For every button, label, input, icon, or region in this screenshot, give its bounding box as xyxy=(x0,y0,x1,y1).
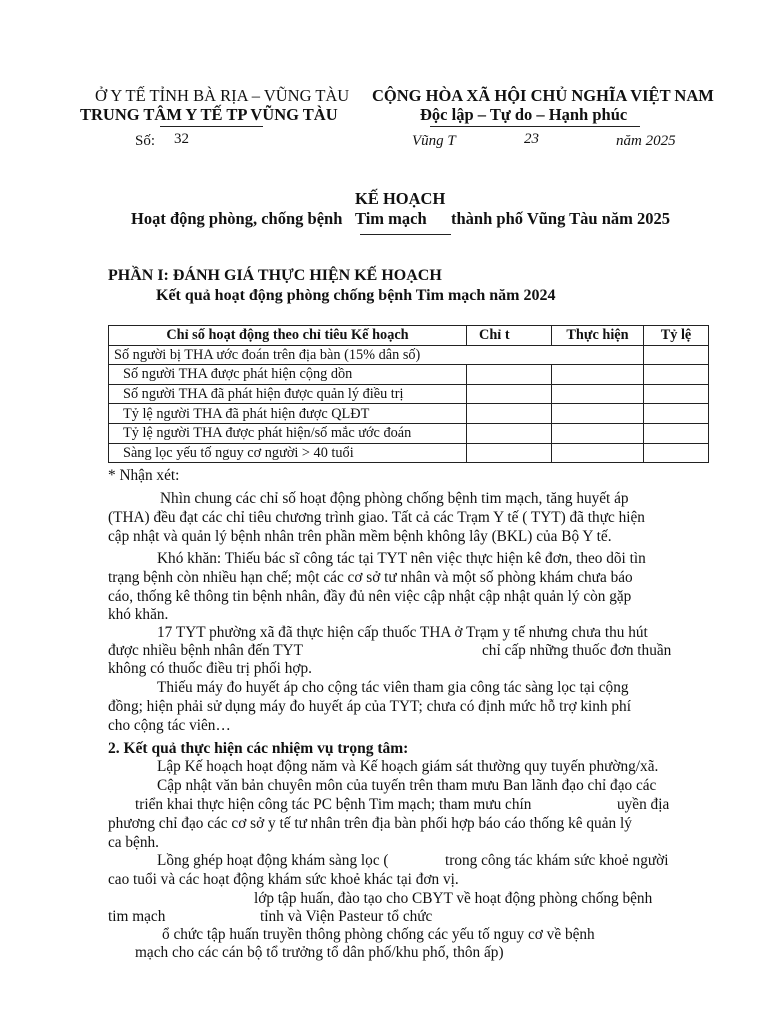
table-cell xyxy=(644,443,709,463)
nation-motto: Độc lập – Tự do – Hạnh phúc xyxy=(420,105,628,124)
motto-underline xyxy=(430,126,640,127)
table-cell: Số người THA được phát hiện cộng dồn xyxy=(109,365,467,385)
remark-p3-line: được nhiều bệnh nhân đến TYT xyxy=(108,642,303,659)
section2-heading: 2. Kết quả thực hiện các nhiệm vụ trọng tâm: xyxy=(108,740,409,757)
table-row xyxy=(109,365,709,385)
table-cell: Tỷ lệ người THA được phát hiện/số mắc ước đoán xyxy=(109,423,467,443)
section2-line: ca bệnh. xyxy=(108,834,159,851)
doc-number-value: 32 xyxy=(174,131,189,147)
table-cell xyxy=(644,365,709,385)
table-cell xyxy=(644,404,709,424)
doc-title: KẾ HOẠCH xyxy=(355,189,446,208)
table-cell: Số người bị THA ước đoán trên địa bàn (15% dân số) xyxy=(109,345,644,365)
remark-p3-line: 17 TYT phường xã đã thực hiện cấp thuốc THA ở Trạm y tế nhưng chưa thu hút xyxy=(157,624,648,641)
remark-p2-line: cáo, thống kê thông tin bệnh nhân, đầy đủ nên việc cập nhật cập nhật quản lý còn gặp xyxy=(108,588,632,605)
table-cell xyxy=(467,404,552,424)
remarks-label: * Nhận xét: xyxy=(108,467,180,484)
agency-parent: Ở Y TẾ TỈNH BÀ RỊA – VŨNG TÀU xyxy=(95,86,350,105)
doc-subtitle-c: thành phố Vũng Tàu năm 2025 xyxy=(451,209,671,228)
agency-underline xyxy=(160,126,263,127)
part1-subheading: Kết quả hoạt động phòng chống bệnh Tim mạch năm 2024 xyxy=(156,287,556,304)
remark-p3-line: chỉ cấp những thuốc đơn thuần xyxy=(482,642,672,659)
section2-line: Lập Kế hoạch hoạt động năm và Kế hoạch giám sát thường quy tuyến phường/xã. xyxy=(157,758,659,775)
section2-line: lớp tập huấn, đào tạo cho CBYT về hoạt động phòng chống bệnh xyxy=(254,890,653,907)
section2-line: ổ chức tập huấn truyền thông phòng chống các yếu tố nguy cơ về bệnh xyxy=(162,926,595,943)
section2-line: uyền địa xyxy=(617,796,670,813)
table-row xyxy=(109,384,709,404)
section2-line: phương chỉ đạo các cơ sở y tế tư nhân trên địa bàn phối hợp báo cáo thống kê quản lý xyxy=(108,815,632,832)
section2-line: triển khai thực hiện công tác PC bệnh Tim mạch; tham mưu chín xyxy=(135,796,532,813)
table-cell xyxy=(552,443,644,463)
section2-line: cao tuổi và các hoạt động khám sức khoẻ khác tại đơn vị. xyxy=(108,871,459,888)
table-row xyxy=(109,423,709,443)
section2-line: mạch cho các cán bộ tổ trưởng tổ dân phố/khu phố, thôn ấp) xyxy=(135,944,504,961)
remark-p1-line: Nhìn chung các chỉ số hoạt động phòng chống bệnh tim mạch, tăng huyết áp xyxy=(160,490,629,507)
nation-title: CỘNG HÒA XÃ HỘI CHỦ NGHĨA VIỆT NAM xyxy=(372,86,714,105)
remark-p2-line: Khó khăn: Thiếu bác sĩ công tác tại TYT nên việc thực hiện kê đơn, theo dõi tìn xyxy=(157,550,646,567)
table-row xyxy=(109,443,709,463)
remark-p2-line: khó khăn. xyxy=(108,606,169,623)
table-cell xyxy=(644,423,709,443)
title-underline xyxy=(360,234,451,235)
remark-p1-line: (THA) đều đạt các chỉ tiêu chương trình giao. Tất cả các Trạm Y tế ( TYT) đã thực hiện xyxy=(108,509,645,526)
part1-heading: PHẦN I: ĐÁNH GIÁ THỰC HIỆN KẾ HOẠCH xyxy=(108,267,442,284)
table-header-row xyxy=(109,326,709,346)
remark-p4-line: Thiếu máy đo huyết áp cho cộng tác viên tham gia công tác sàng lọc tại cộng xyxy=(157,679,629,696)
section2-line: tỉnh và Viện Pasteur tổ chức xyxy=(260,908,433,925)
table-row xyxy=(109,404,709,424)
doc-year: năm 2025 xyxy=(616,133,676,149)
section2-line: tim mạch xyxy=(108,908,166,925)
kpi-table xyxy=(108,325,709,463)
table-cell: Số người THA đã phát hiện được quản lý điều trị xyxy=(109,384,467,404)
remark-p4-line: cho cộng tác viên… xyxy=(108,717,231,734)
table-cell: Tỷ lệ người THA đã phát hiện được QLĐT xyxy=(109,404,467,424)
doc-subtitle-b: Tim mạch xyxy=(355,209,427,228)
table-cell: Sàng lọc yếu tố nguy cơ người > 40 tuổi xyxy=(109,443,467,463)
remark-p4-line: đồng; hiện phải sử dụng máy đo huyết áp của TYT; chưa có định mức hỗ trợ kinh phí xyxy=(108,698,631,715)
table-cell xyxy=(644,384,709,404)
remark-p1-line: cập nhật và quản lý bệnh nhân trên phần mềm bệnh không lây (BKL) của Bộ Y tế. xyxy=(108,528,612,545)
table-cell xyxy=(467,365,552,385)
remark-p2-line: trạng bệnh còn nhiều hạn chế; một các cơ sở tư nhân và một số phòng khám chưa báo xyxy=(108,569,633,586)
section2-line: Cập nhật văn bản chuyên môn của tuyến trên tham mưu Ban lãnh đạo chỉ đạo các xyxy=(157,777,657,794)
table-cell xyxy=(644,345,709,365)
col-actual: Thực hiện xyxy=(552,326,644,346)
agency-name: TRUNG TÂM Y TẾ TP VŨNG TÀU xyxy=(80,105,338,124)
remark-p3-line: không có thuốc điều trị phối hợp. xyxy=(108,660,312,677)
table-cell xyxy=(467,443,552,463)
table-cell xyxy=(467,423,552,443)
table-cell xyxy=(467,384,552,404)
col-indicator: Chỉ số hoạt động theo chỉ tiêu Kế hoạch xyxy=(109,326,467,346)
col-rate: Tỷ lệ xyxy=(644,326,709,346)
doc-day: 23 xyxy=(524,131,539,147)
doc-number-label: Số: xyxy=(135,133,156,149)
table-cell xyxy=(552,384,644,404)
section2-line: Lồng ghép hoạt động khám sàng lọc ( xyxy=(157,852,389,869)
table-cell xyxy=(552,365,644,385)
table-row xyxy=(109,345,709,365)
col-target: Chỉ t xyxy=(467,326,552,346)
table-cell xyxy=(552,404,644,424)
section2-line: trong công tác khám sức khoẻ người xyxy=(445,852,669,869)
table-cell xyxy=(552,423,644,443)
doc-subtitle-a: Hoạt động phòng, chống bệnh xyxy=(131,209,343,228)
doc-place: Vũng T xyxy=(412,133,456,149)
